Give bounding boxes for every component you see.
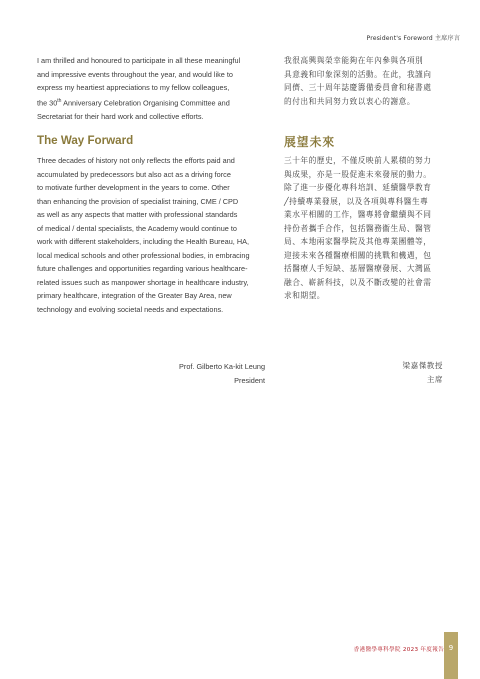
section-heading-zh: 展望未來: [284, 135, 336, 149]
text-line: 的付出和共同努力致以衷心的謝意。: [284, 96, 416, 106]
text-line: I am thrilled and honoured to participate in all these meaningful: [37, 56, 241, 65]
text-line: and impressive events throughout the year, and would like to: [37, 69, 233, 79]
text-line: related issues such as manpower shortage in healthcare industry,: [37, 277, 249, 287]
footer-report-title: 香港醫學專科學院 2023 年度報告: [353, 647, 444, 653]
text-line: 三十年的歷史，不僅反映前人累積的努力: [284, 156, 432, 165]
text-line: Secretariat for their hard work and collective efforts.: [37, 111, 204, 121]
text-line: Three decades of history not only reflects the efforts paid and: [37, 156, 235, 165]
text-line: as well as any aspects that matter with professional standards: [37, 210, 238, 220]
text-line: 我很高興與榮幸能夠在年內參與各項別: [284, 56, 424, 65]
page-number-tab: [444, 632, 458, 679]
text-line: of medical / dental specialists, the Academy would continue to: [37, 223, 237, 233]
signatory-role-zh: 主席: [426, 375, 443, 384]
text-line: primary healthcare, integration of the Greater Bay Area, new: [37, 291, 232, 301]
text-line: than enhancing the provision of specialist training, CME / CPD: [37, 196, 239, 206]
signature-en: [179, 360, 265, 387]
section-heading-en: The Way Forward: [37, 134, 134, 147]
signature-zh: [403, 359, 443, 387]
text-line: 與成果，亦是一股促進未來發展的動力。: [284, 169, 432, 179]
text-line: 同儕、三十周年誌慶籌備委員會和秘書處: [284, 83, 432, 93]
text-line: the 30th Anniversary Celebration Organising Committee and: [37, 97, 230, 108]
text-line: local medical schools and other professional bodies, in embracing: [37, 250, 250, 260]
text-line: 持份者攜手合作，包括醫務衞生局、醫管: [284, 223, 432, 233]
running-header: President's Foreword 主席序言: [366, 35, 460, 42]
signatory-name-zh: 梁嘉傑教授: [402, 361, 443, 370]
text-line: 迎接未來各種醫療相關的挑戰和機遇，包: [284, 250, 432, 260]
signatory-name: Prof. Gilberto Ka-kit Leung: [179, 362, 265, 371]
text-line: to motivate further development in the years to come. Other: [37, 183, 230, 193]
text-line: 局、本地兩家醫學院及其他專業團體等，: [284, 237, 432, 247]
intro-paragraph-en: [37, 54, 265, 123]
text-line: accumulated by predecessors but also act as a driving force: [37, 169, 231, 179]
text-line: 具意義和印象深刻的活動。在此，我謹向: [284, 69, 432, 79]
text-line: work with different stakeholders, including the Health Bureau, HA,: [37, 237, 249, 247]
text-line: ╱持續專業發展，以及各項與專科醫生專: [284, 196, 429, 206]
text-line: 括醫療人手短缺、基層醫療發展、大灣區: [284, 264, 432, 274]
text-line: 求和期望。: [284, 291, 325, 301]
forward-paragraph-zh: [284, 154, 443, 303]
text-line: 除了進一步優化專科培訓、延續醫學教育: [284, 183, 432, 193]
text-line: technology and evolving societal needs and expectations.: [37, 305, 224, 315]
forward-paragraph-en: [37, 154, 265, 317]
text-line: future challenges and opportunities regarding various healthcare-: [37, 264, 248, 274]
text-line: 業水平相關的工作，醫專將會繼續與不同: [284, 210, 432, 220]
text-line: 融合、嶄新科技，以及不斷改變的社會需: [284, 277, 432, 287]
signatory-role: President: [234, 375, 265, 385]
page-number: 9: [448, 644, 454, 652]
intro-paragraph-zh: [284, 54, 443, 108]
text-line: express my heartiest appreciations to my fellow colleagues,: [37, 83, 230, 93]
